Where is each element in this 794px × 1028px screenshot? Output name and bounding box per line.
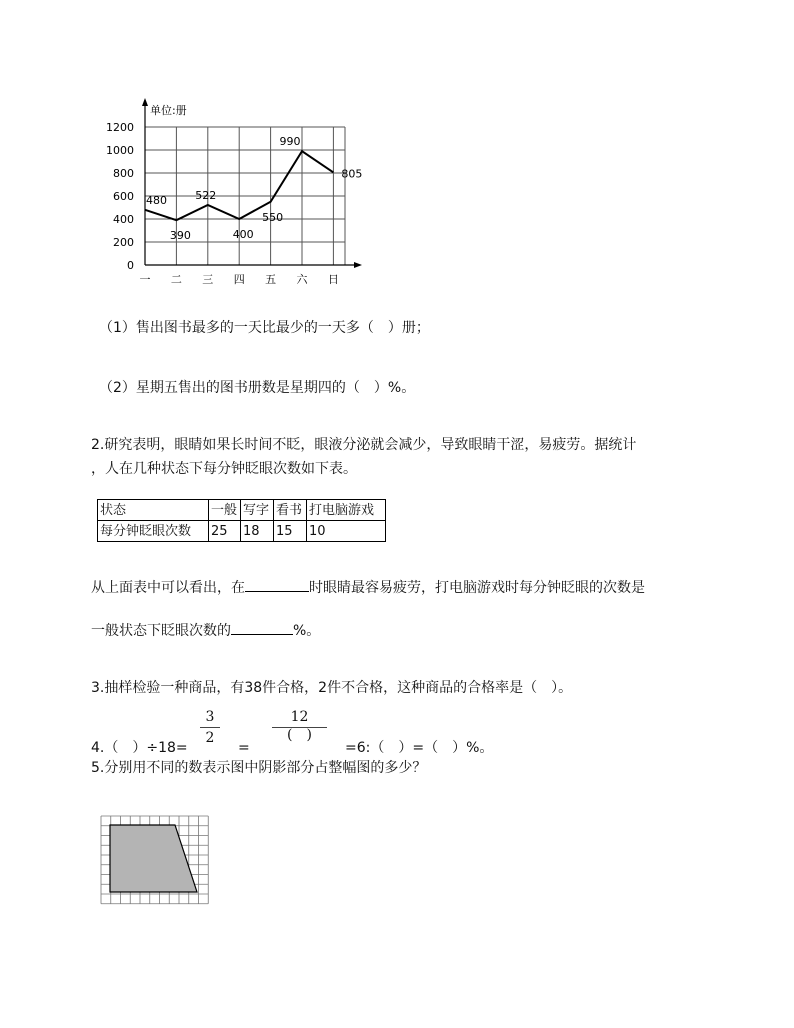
table-cell: 状态 [98,500,209,521]
q1-part1: （1）售出图书最多的一天比最少的一天多（ ）册； [99,320,430,336]
fraction-3-2 [200,709,220,746]
q2-fill-line1 [91,579,645,597]
table-cell: 15 [274,521,307,542]
q5-text: 5.分别用不同的数表示图中阴影部分占整幅图的多少？ [91,760,427,776]
x-tick-label: 六 [296,273,308,286]
q2-fill-line2 [91,622,320,640]
chart-grid [145,127,345,265]
q4-part-a: 4.（ ）÷18= [91,740,188,756]
table-cell: 25 [209,521,241,542]
q2-fill-c: 一般状态下眨眼次数的 [91,623,231,639]
x-tick-label: 一 [139,273,151,286]
shaded-trapezoid-grid [100,815,212,907]
y-tick-label: 1200 [106,121,134,134]
table-cell: 打电脑游戏 [307,500,386,521]
y-axis-arrow [142,98,148,106]
q2-fill-a: 从上面表中可以看出，在 [91,580,245,596]
q2-fill-d: %。 [293,623,321,639]
blink-table [97,499,386,542]
q1-part2: （2）星期五售出的图书册数是星期四的（ ）%。 [99,380,416,396]
table-cell: 每分钟眨眼次数 [98,521,209,542]
data-label: 480 [146,193,167,207]
table-header-row [98,500,386,521]
y-tick-label: 1000 [106,144,134,157]
x-tick-label: 四 [233,273,245,286]
q4-part-c: =6:（ ）=（ ）%。 [345,740,494,756]
x-tick-label: 日 [327,273,339,286]
unit-label: 单位:册 [150,104,187,117]
table-row [98,521,386,542]
data-label: 990 [279,135,301,149]
x-tick-label: 二 [170,273,182,286]
q2-fill-b: 时眼睛最容易疲劳，打电脑游戏时每分钟眨眼的次数是 [309,580,645,596]
shaded-trapezoid [110,825,197,892]
fraction-numerator: 3 [205,709,215,725]
data-label: 390 [169,229,191,243]
table-cell: 一般 [209,500,241,521]
fraction-denominator: 2 [205,730,215,746]
y-tick-label: 0 [127,259,134,272]
answer-blank[interactable] [245,591,309,592]
data-label: 400 [232,228,254,241]
data-label: 805 [341,167,363,181]
y-tick-label: 800 [113,167,134,180]
table-cell: 写字 [241,500,274,521]
table-cell: 看书 [274,500,307,521]
table-cell: 18 [241,521,274,542]
table-cell: 10 [307,521,386,542]
data-label: 550 [262,210,284,224]
y-tick-label: 200 [113,236,134,249]
q2-intro-line2: ，人在几种状态下每分钟眨眼次数如下表。 [91,461,357,477]
answer-blank[interactable] [231,634,293,635]
y-tick-label: 400 [113,213,134,226]
q2-intro-line1: 2.研究表明，眼睛如果长时间不眨，眼液分泌就会减少，导致眼睛干涩，易疲劳。据统计 [91,437,637,453]
fraction-numerator: 12 [290,709,309,725]
x-tick-label: 五 [265,273,277,286]
fraction-bar [200,727,220,728]
x-tick-label: 三 [202,273,214,286]
line-chart [0,0,794,300]
fraction-denominator: ( ) [287,727,312,743]
y-tick-label: 600 [113,190,134,203]
fraction-12-blank [272,709,327,744]
q4-part-b: = [238,740,250,756]
data-label: 522 [195,188,217,202]
x-axis-arrow [354,262,362,268]
q3-text: 3.抽样检验一种商品，有38件合格，2件不合格，这种商品的合格率是（ ）。 [91,680,573,696]
